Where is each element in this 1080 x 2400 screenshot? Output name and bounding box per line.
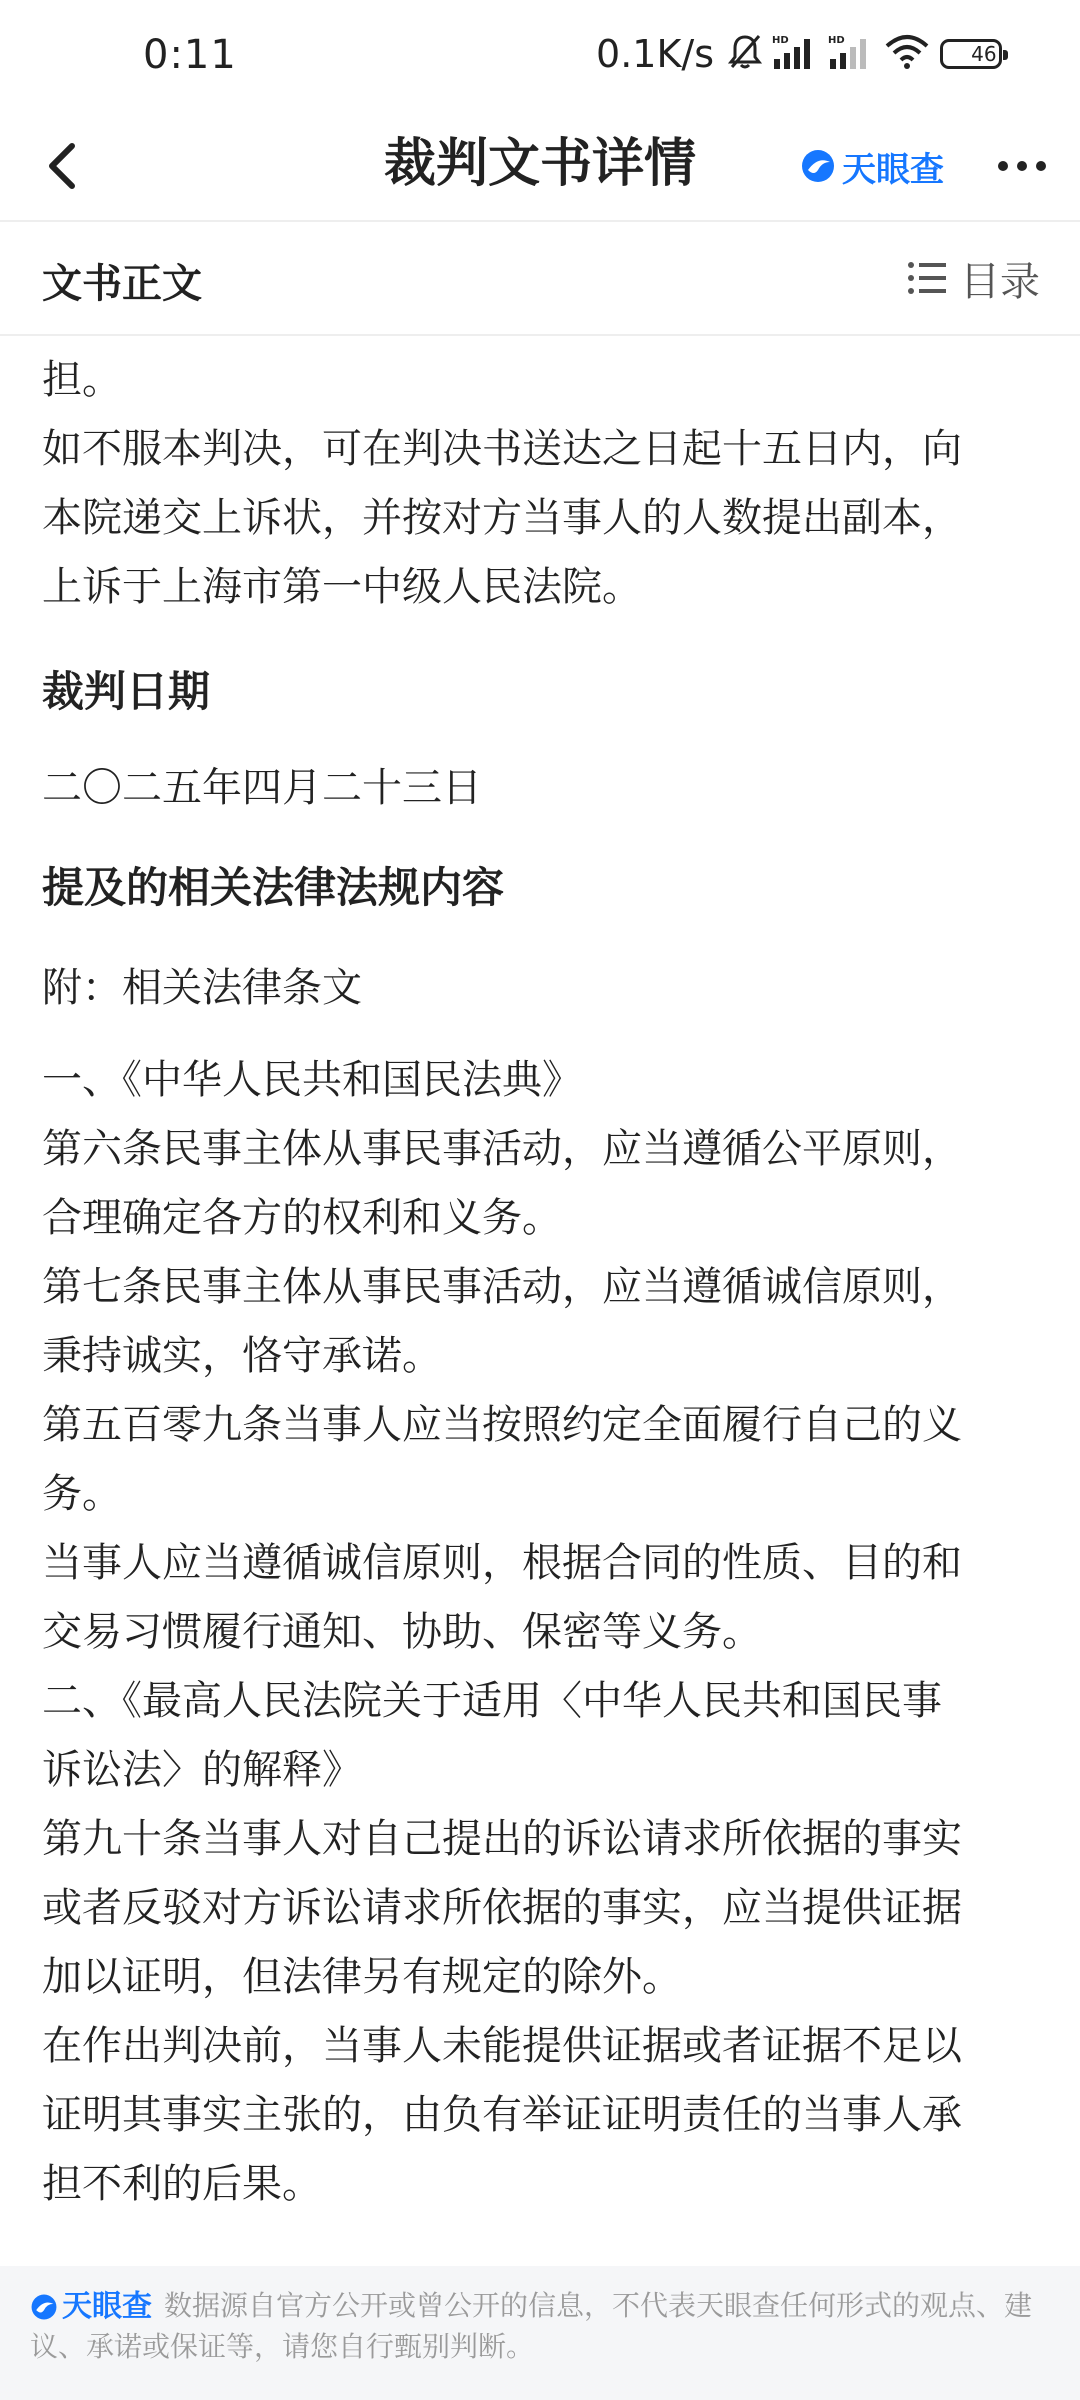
attachment-label: 附：相关法律条文 [42, 965, 362, 1011]
brand-name: 天眼查 [842, 149, 944, 190]
law-list [42, 1046, 1042, 2219]
tianyancha-logo-icon [30, 2293, 58, 2321]
law-article: 交易习惯履行通知、协助、保密等义务。 [42, 1609, 762, 1655]
toc-button[interactable] [908, 248, 1040, 308]
tianyancha-logo-icon [800, 148, 836, 184]
law-article: 加以证明，但法律另有规定的除外。 [42, 1954, 682, 2000]
law-title: 二、《最高人民法院关于适用〈中华人民共和国民事 [42, 1678, 942, 1724]
law-title: 诉讼法〉的解释》 [42, 1747, 362, 1793]
mute-bell-icon [728, 33, 762, 75]
doc-paragraph: 担。 [42, 357, 122, 403]
law-article: 当事人应当遵循诚信原则，根据合同的性质、目的和 [42, 1540, 962, 1586]
law-article: 第六条民事主体从事民事活动，应当遵循公平原则， [42, 1126, 962, 1172]
judgment-date-heading: 裁判日期 [42, 667, 211, 716]
section-title: 文书正文 [42, 261, 202, 307]
svg-text:HD: HD [828, 35, 845, 46]
status-time: 0:11 [143, 32, 237, 78]
law-article: 第九十条当事人对自己提出的诉讼请求所依据的事实 [42, 1816, 962, 1862]
law-title: 一、《中华人民共和国民法典》 [42, 1057, 582, 1103]
law-article: 秉持诚实，恪守承诺。 [42, 1333, 442, 1379]
list-icon [908, 261, 946, 295]
status-bar [0, 0, 1080, 112]
toc-label: 目录 [960, 258, 1040, 305]
hd-signal-icon [828, 33, 874, 75]
status-icons [596, 30, 1002, 78]
law-article: 证明其事实主张的，由负有举证证明责任的当事人承 [42, 2092, 962, 2138]
more-dot [1036, 161, 1046, 171]
disclaimer [30, 2286, 1050, 2367]
hd-signal-icon [772, 33, 818, 75]
more-dot [1017, 161, 1027, 171]
footer-brand-logo [30, 2287, 152, 2327]
doc-paragraph: 上诉于上海市第一中级人民法院。 [42, 564, 642, 610]
law-article: 务。 [42, 1471, 122, 1517]
doc-paragraph: 如不服本判决，可在判决书送达之日起十五日内，向 [42, 426, 962, 472]
law-article: 合理确定各方的权利和义务。 [42, 1195, 562, 1241]
law-article: 担不利的后果。 [42, 2161, 322, 2207]
judgment-date-value: 二〇二五年四月二十三日 [42, 765, 482, 811]
more-dots-icon [998, 161, 1008, 171]
wifi-icon [884, 34, 930, 74]
disclaimer-footer [0, 2266, 1080, 2400]
law-article: 在作出判决前，当事人未能提供证据或者证据不足以 [42, 2023, 962, 2069]
app-header [0, 112, 1080, 220]
related-laws-heading: 提及的相关法律法规内容 [42, 863, 505, 912]
section-header [0, 220, 1080, 336]
more-options-button[interactable] [988, 132, 1056, 200]
law-article: 第七条民事主体从事民事活动，应当遵循诚信原则， [42, 1264, 962, 1310]
svg-text:HD: HD [772, 35, 789, 46]
law-article: 或者反驳对方诉讼请求所依据的事实，应当提供证据 [42, 1885, 962, 1931]
law-article: 第五百零九条当事人应当按照约定全面履行自己的义 [42, 1402, 962, 1448]
page-title: 裁判文书详情 [383, 134, 696, 194]
document-body [42, 346, 1042, 2219]
footer-brand-name: 天眼查 [62, 2289, 152, 2324]
battery-icon [940, 39, 1002, 69]
network-speed: 0.1K/s [596, 32, 714, 76]
battery-level: 46 [971, 42, 997, 66]
disclaimer-text: 数据源自官方公开或曾公开的信息，不代表天眼查任何形式的观点、建议、承诺或保证等，请您自行甄别判断。 [30, 2289, 1033, 2363]
doc-paragraph: 本院递交上诉状，并按对方当事人的人数提出副本， [42, 495, 962, 541]
brand-logo [800, 136, 944, 196]
